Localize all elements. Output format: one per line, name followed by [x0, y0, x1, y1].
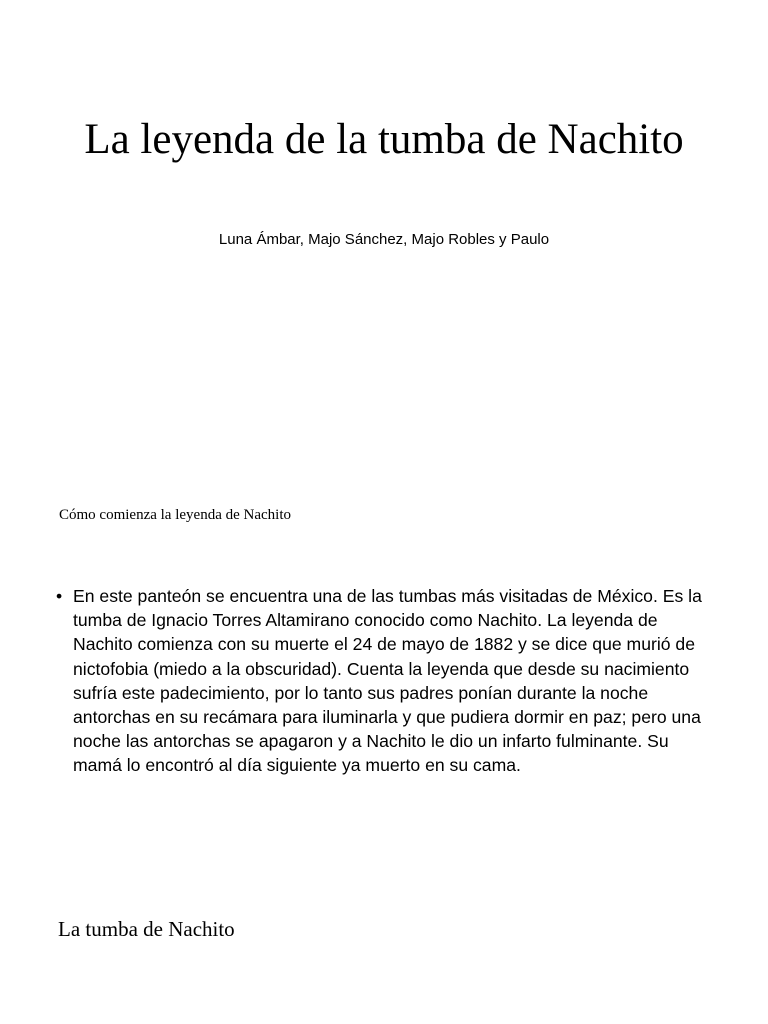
section-heading-origin: Cómo comienza la leyenda de Nachito: [59, 507, 291, 523]
bullet-icon: •: [56, 586, 63, 606]
slide-title: La leyenda de la tumba de Nachito: [84, 116, 684, 163]
cutoff-text-line: [73, 1014, 693, 1024]
bullet-item: [56, 584, 716, 778]
bullet-paragraph: En este panteón se encuentra una de las tumbas más visitadas de México. Es la tumba de Ignacio Torres Altamirano conocido como Nachito. La leyenda de Nachito comienza con su muerte el 24 de mayo de 1882 y se dice que murió de nictofobia (miedo a la obscuridad). Cuenta la leyenda que desde su nacimiento sufría este padecimiento, por lo tanto sus padres ponían durante la noche antorchas en su recámara para iluminarla y que pudiera dormir en paz; pero una noche las antorchas se apagaron y a Nachito le dio un infarto fulminante. Su mamá lo encontró al día siguiente ya muerto en su cama.: [73, 586, 702, 776]
section-heading-tomb: La tumba de Nachito: [58, 917, 235, 941]
slide-authors: Luna Ámbar, Majo Sánchez, Majo Robles y Paulo: [218, 231, 550, 248]
